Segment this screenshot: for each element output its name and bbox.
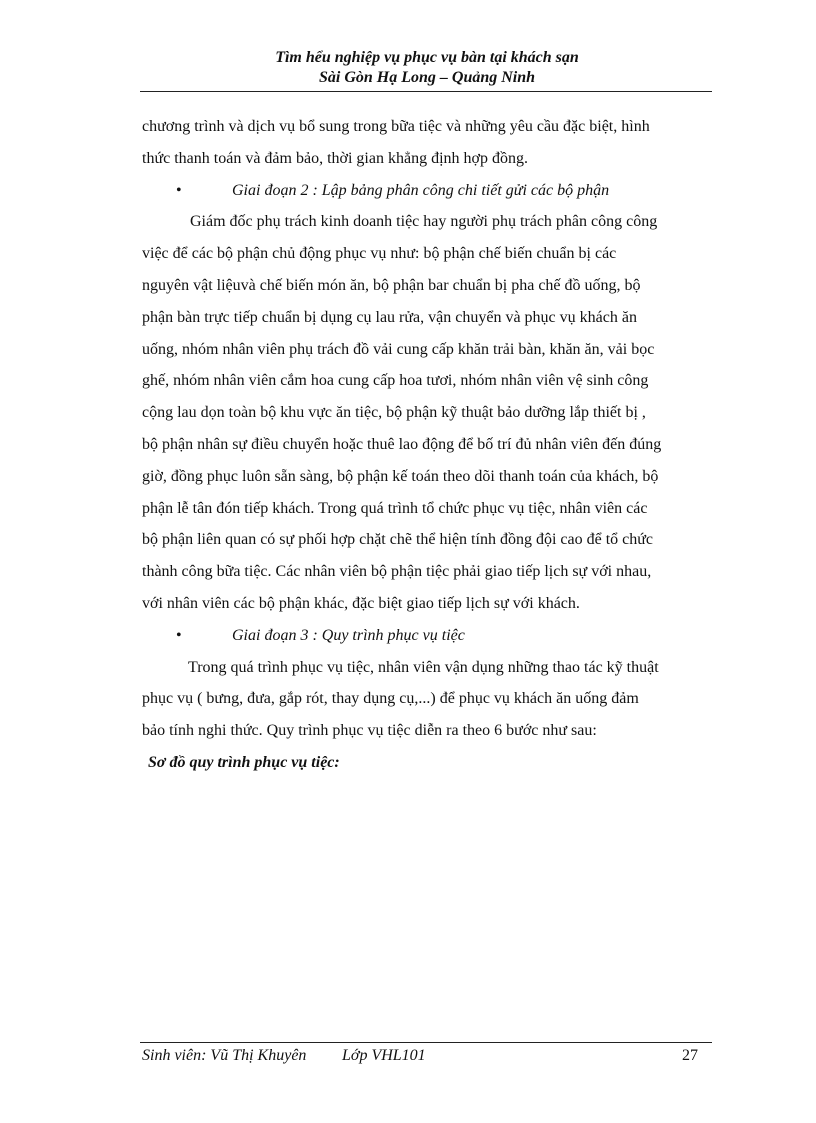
text-line: ghế, nhóm nhân viên cắm hoa cung cấp hoa tươi, nhóm nhân viên vệ sinh công: [142, 372, 649, 390]
stage-2-heading: Giai đoạn 2 : Lập bảng phân công chi tiết gửi các bộ phận: [232, 181, 610, 199]
page-header: [142, 48, 712, 88]
text-line: bảo tính nghi thức. Quy trình phục vụ tiệc diễn ra theo 6 bước như sau:: [142, 722, 597, 740]
text-line: Trong quá trình phục vụ tiệc, nhân viên vận dụng những thao tác kỹ thuật: [188, 658, 659, 676]
text-line: cộng lau dọn toàn bộ khu vực ăn tiệc, bộ phận kỹ thuật bảo dưỡng lắp thiết bị ,: [142, 404, 646, 422]
text-line: phục vụ ( bưng, đưa, gắp rót, thay dụng cụ,...) để phục vụ khách ăn uống đảm: [142, 690, 639, 708]
text-line: giờ, đồng phục luôn sẵn sàng, bộ phận kế toán theo dõi thanh toán của khách, bộ: [142, 467, 659, 485]
text-line: với nhân viên các bộ phận khác, đặc biệt giao tiếp lịch sự với khách.: [142, 594, 580, 612]
text-line: chương trình và dịch vụ bổ sung trong bữa tiệc và những yêu cầu đặc biệt, hình: [142, 118, 650, 135]
page-number: 27: [682, 1047, 698, 1064]
bullet-icon: •: [176, 181, 182, 199]
text-line: nguyên vật liệuvà chế biến món ăn, bộ phận bar chuẩn bị pha chế đồ uống, bộ: [142, 276, 641, 294]
diagram-heading: Sơ đồ quy trình phục vụ tiệc:: [148, 753, 340, 771]
text-line: phận lễ tân đón tiếp khách. Trong quá trình tổ chức phục vụ tiệc, nhân viên các: [142, 499, 648, 517]
text-line: việc để các bộ phận chủ động phục vụ như: bộ phận chế biến chuẩn bị các: [142, 245, 617, 263]
header-title-line-2: Sài Gòn Hạ Long – Quảng Ninh: [318, 69, 536, 86]
bullet-item-stage-2: [142, 180, 712, 212]
text-line: bộ phận nhân sự điều chuyển hoặc thuê lao động để bố trí đủ nhân viên đến đúng: [142, 435, 662, 453]
stage-3-heading: Giai đoạn 3 : Quy trình phục vụ tiệc: [232, 626, 465, 644]
header-title-line-1: Tìm hểu nghiệp vụ phục vụ bàn tại khách sạn: [275, 49, 579, 66]
text-line: thành công bữa tiệc. Các nhân viên bộ phận tiệc phải giao tiếp lịch sự với nhau,: [142, 563, 652, 581]
text-line: Giám đốc phụ trách kinh doanh tiệc hay người phụ trách phân công công: [190, 213, 658, 231]
bullet-icon: •: [176, 626, 182, 644]
document-body: [142, 116, 712, 784]
text-line: bộ phận liên quan có sự phối hợp chặt chẽ thể hiện tính đồng đội cao để tổ chức: [142, 531, 654, 549]
text-line: phận bàn trực tiếp chuẩn bị dụng cụ lau rửa, vận chuyển và phục vụ khách ăn: [142, 308, 637, 326]
text-line: uống, nhóm nhân viên phụ trách đồ vải cung cấp khăn trải bàn, khăn ăn, vải bọc: [142, 340, 655, 358]
text-line: thức thanh toán và đảm bảo, thời gian khẳng định hợp đồng.: [142, 149, 528, 167]
bullet-item-stage-3: [142, 625, 712, 657]
footer-divider: [140, 1042, 712, 1043]
footer-student-name: Sinh viên: Vũ Thị Khuyên: [142, 1047, 307, 1064]
header-divider: [140, 91, 712, 92]
footer-class: Lớp VHL101: [342, 1047, 426, 1064]
